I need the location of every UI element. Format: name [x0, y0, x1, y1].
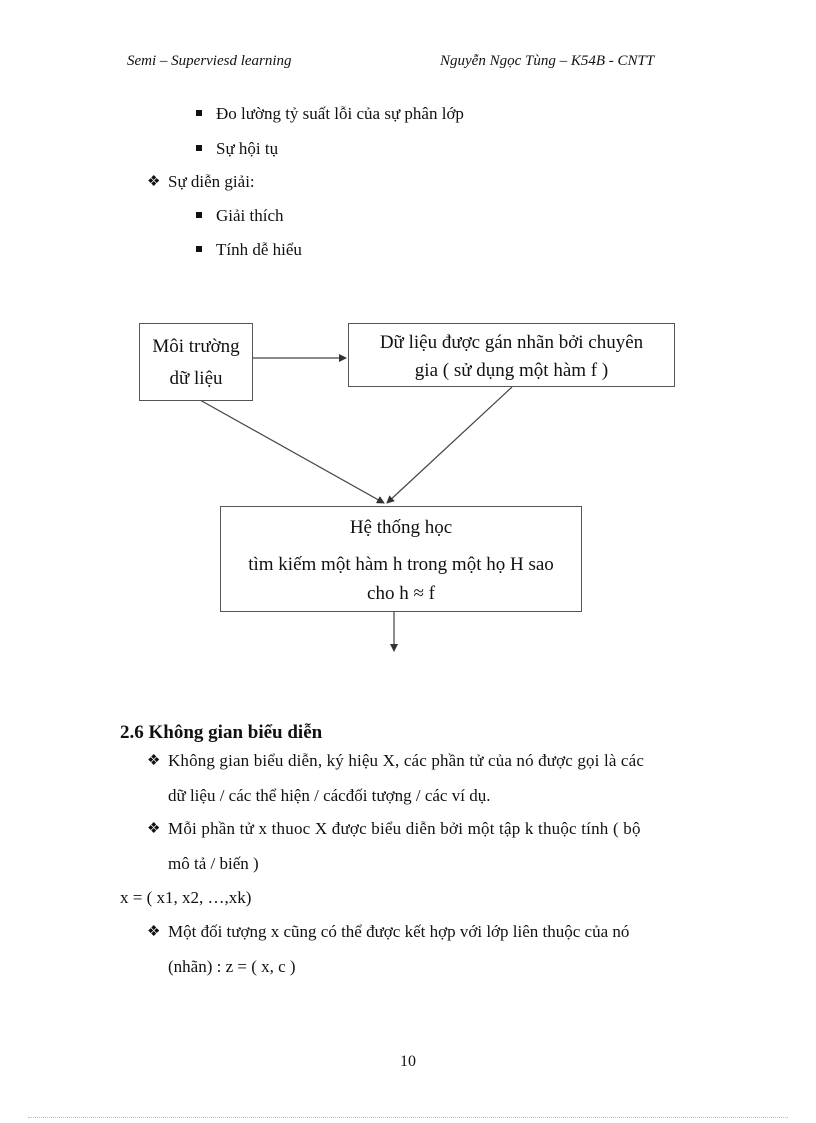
box-line: Dữ liệu được gán nhãn bởi chuyên	[379, 332, 644, 353]
box-line: Hệ thống học	[349, 517, 453, 538]
formula: x = ( x1, x2, …,xk)	[120, 888, 252, 907]
list-item: Đo lường tỷ suất lỗi của sự phân lớp	[216, 104, 464, 123]
paragraph-line: Không gian biểu diễn, ký hiệu X, các phần tử của nó được gọi là các	[168, 751, 645, 770]
page-number: 10	[400, 1053, 416, 1070]
paragraph-line: (nhãn) : z = ( x, c )	[168, 957, 296, 976]
section-title: 2.6 Không gian biểu diễn	[120, 722, 323, 743]
box-line: cho h ≈ f	[367, 583, 435, 604]
list-item: Tính dễ hiểu	[216, 240, 302, 259]
arrow-labeled-to-system	[387, 387, 512, 503]
header-right: Nguyễn Ngọc Tùng – K54B - CNTT	[440, 53, 655, 69]
paragraph-line: dữ liệu / các thể hiện / cácđối tượng / các ví dụ.	[168, 786, 491, 805]
diamond-bullet-icon: ❖	[147, 924, 161, 940]
box-data-environment	[139, 323, 253, 401]
list-item: Sự diễn giải:	[168, 172, 255, 191]
page-bottom-divider	[28, 1117, 788, 1118]
paragraph-line: Mỗi phần tử x thuoc X được biểu diễn bởi một tập k thuộc tính ( bộ	[168, 819, 641, 838]
diamond-bullet-icon: ❖	[147, 174, 161, 190]
box-line: gia ( sử dụng một hàm f )	[414, 360, 609, 381]
list-item: Giải thích	[216, 206, 284, 225]
paragraph-line: mô tả / biến )	[168, 854, 259, 873]
paragraph-line: Một đối tượng x cũng có thể được kết hợp với lớp liên thuộc của nó	[168, 922, 630, 941]
box-line: Môi trường	[152, 336, 240, 357]
box-labeled-data	[348, 323, 675, 387]
list-item: Sự hội tụ	[216, 139, 279, 158]
arrow-env-to-system	[200, 400, 384, 503]
diamond-bullet-icon: ❖	[147, 821, 161, 837]
box-learning-system	[220, 506, 582, 612]
diamond-bullet-icon: ❖	[147, 753, 161, 769]
box-line: dữ liệu	[169, 368, 223, 389]
box-line: tìm kiếm một hàm h trong một họ H sao	[248, 554, 554, 575]
header-left: Semi – Superviesd learning	[127, 53, 292, 69]
